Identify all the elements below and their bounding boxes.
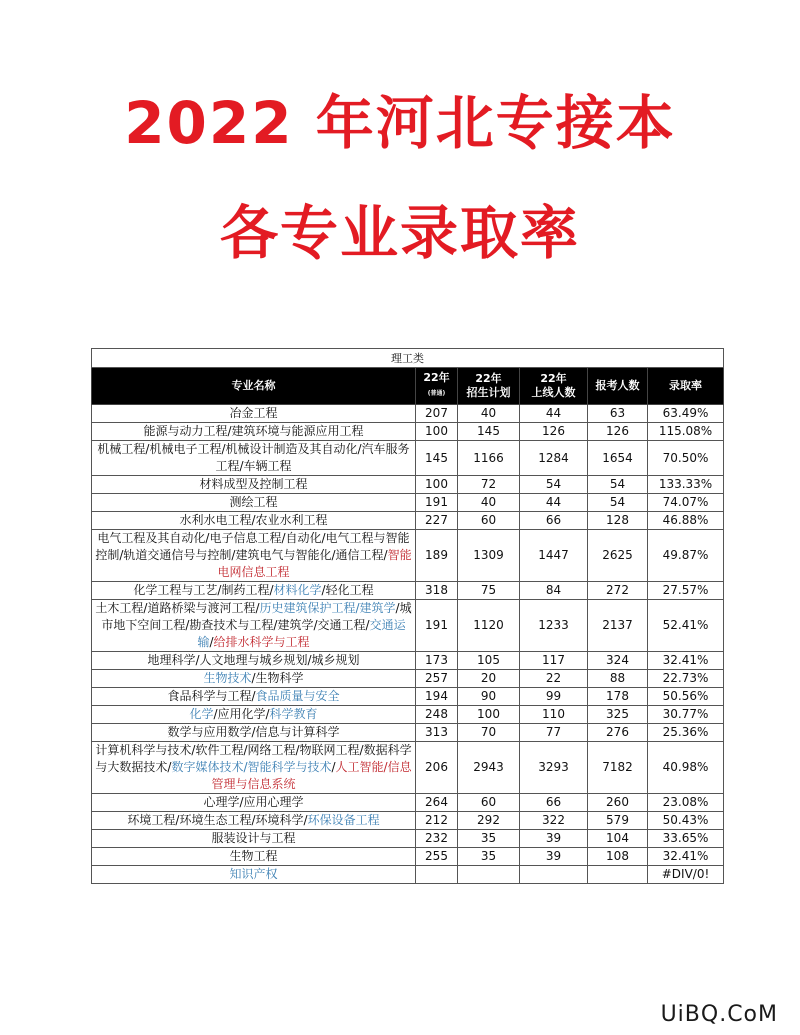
plan22-a-cell: 212 <box>416 812 458 830</box>
applicants-cell: 63 <box>588 405 648 423</box>
table-row <box>92 688 724 706</box>
table-row <box>92 706 724 724</box>
plan22-b-cell: 2943 <box>458 742 520 794</box>
plan22-b-cell: 20 <box>458 670 520 688</box>
plan22-b-cell: 40 <box>458 405 520 423</box>
table-row <box>92 724 724 742</box>
applicants-cell: 579 <box>588 812 648 830</box>
major-name-segment: 测绘工程 <box>229 495 278 509</box>
plan22-a-cell: 191 <box>416 494 458 512</box>
online-count-cell: 322 <box>520 812 588 830</box>
major-name-segment: 生物工程 <box>229 849 278 863</box>
table-row <box>92 582 724 600</box>
major-name-segment: 材料化学 <box>273 583 322 597</box>
major-name-cell <box>92 670 416 688</box>
table-row <box>92 512 724 530</box>
online-count-cell <box>520 866 588 884</box>
plan22-a-cell: 255 <box>416 848 458 866</box>
plan22-b-cell <box>458 866 520 884</box>
major-name-cell <box>92 724 416 742</box>
applicants-cell: 108 <box>588 848 648 866</box>
plan22-a-cell: 257 <box>416 670 458 688</box>
plan22-b-cell: 75 <box>458 582 520 600</box>
admission-rate-cell: 115.08% <box>648 423 724 441</box>
plan22-a-cell: 100 <box>416 423 458 441</box>
admission-rate-cell: 27.57% <box>648 582 724 600</box>
plan22-a-cell: 264 <box>416 794 458 812</box>
major-name-cell <box>92 688 416 706</box>
plan22-a-cell: 100 <box>416 476 458 494</box>
plan22-b-cell: 1166 <box>458 441 520 476</box>
admission-rate-cell: 32.41% <box>648 652 724 670</box>
applicants-cell: 276 <box>588 724 648 742</box>
applicants-cell: 7182 <box>588 742 648 794</box>
major-name-cell <box>92 830 416 848</box>
table-row <box>92 848 724 866</box>
admission-rate-cell: 63.49% <box>648 405 724 423</box>
major-name-segment: 化学 <box>189 707 214 721</box>
major-name-segment: 给排水科学与工程 <box>213 635 310 649</box>
major-name-segment: 电气工程及其自动化/电子信息工程/自动化/电气工程与智能控制/轨道交通信号与控制/建筑电气与智能化/通信工程/ <box>95 531 410 562</box>
col-header-plan22-b: 22年 招生计划 <box>458 368 520 405</box>
plan22-b-cell: 40 <box>458 494 520 512</box>
plan22-b-cell: 100 <box>458 706 520 724</box>
plan22-a-cell: 248 <box>416 706 458 724</box>
online-count-cell: 3293 <box>520 742 588 794</box>
table-row <box>92 742 724 794</box>
plan22-a-cell: 318 <box>416 582 458 600</box>
plan22-a-cell: 145 <box>416 441 458 476</box>
major-name-cell <box>92 530 416 582</box>
major-name-cell <box>92 652 416 670</box>
plan22-b-cell: 72 <box>458 476 520 494</box>
applicants-cell <box>588 866 648 884</box>
plan22-a-cell: 189 <box>416 530 458 582</box>
applicants-cell: 325 <box>588 706 648 724</box>
plan22-a-cell: 194 <box>416 688 458 706</box>
major-name-cell <box>92 848 416 866</box>
major-name-segment: 知识产权 <box>229 867 278 881</box>
major-name-segment: 地理科学/人文地理与城乡规划/城乡规划 <box>147 653 360 667</box>
major-name-segment: 科学教育 <box>269 707 318 721</box>
plan22-b-cell: 60 <box>458 794 520 812</box>
online-count-cell: 1284 <box>520 441 588 476</box>
major-name-cell <box>92 423 416 441</box>
plan22-b-cell: 1309 <box>458 530 520 582</box>
plan22-a-cell: 227 <box>416 512 458 530</box>
col-header-online: 22年 上线人数 <box>520 368 588 405</box>
watermark: UiBQ.CoM <box>660 1002 778 1027</box>
major-name-segment: 智能电网信息工程 <box>217 548 412 579</box>
major-name-cell <box>92 476 416 494</box>
table-row <box>92 494 724 512</box>
major-name-segment: 材料成型及控制工程 <box>199 477 308 491</box>
col-header-plan22-a: 22年 (普通) <box>416 368 458 405</box>
online-count-cell: 126 <box>520 423 588 441</box>
table-row <box>92 794 724 812</box>
admission-rate-cell: 46.88% <box>648 512 724 530</box>
plan22-b-cell: 70 <box>458 724 520 742</box>
plan22-a-cell: 191 <box>416 600 458 652</box>
applicants-cell: 128 <box>588 512 648 530</box>
major-name-segment: / <box>331 760 336 774</box>
major-name-segment: 环保设备工程 <box>307 813 380 827</box>
major-name-segment: /轻化工程 <box>321 583 374 597</box>
admission-rate-cell: 74.07% <box>648 494 724 512</box>
col-header-name: 专业名称 <box>92 368 416 405</box>
plan22-b-cell: 145 <box>458 423 520 441</box>
applicants-cell: 2625 <box>588 530 648 582</box>
major-name-segment: /应用化学/ <box>213 707 270 721</box>
admission-rate-cell: 49.87% <box>648 530 724 582</box>
major-name-cell <box>92 441 416 476</box>
major-name-segment: 冶金工程 <box>229 406 278 420</box>
admission-rate-cell: 22.73% <box>648 670 724 688</box>
online-count-cell: 1447 <box>520 530 588 582</box>
major-name-segment: / <box>209 635 214 649</box>
major-name-segment: /城市地下空间工程/勘查技术与工程/建筑学/交通工程/ <box>101 601 412 632</box>
major-name-segment: 计算机科学与技术/软件工程/网络工程/物联网工程/数据科学与大数据技术/ <box>95 743 412 774</box>
major-name-cell <box>92 812 416 830</box>
plan22-b-cell: 90 <box>458 688 520 706</box>
online-count-cell: 99 <box>520 688 588 706</box>
applicants-cell: 324 <box>588 652 648 670</box>
applicants-cell: 54 <box>588 476 648 494</box>
applicants-cell: 2137 <box>588 600 648 652</box>
applicants-cell: 260 <box>588 794 648 812</box>
major-name-segment: 心理学/应用心理学 <box>203 795 304 809</box>
major-name-segment: 食品质量与安全 <box>255 689 340 703</box>
plan22-b-cell: 60 <box>458 512 520 530</box>
major-name-segment: 数字媒体技术/智能科学与技术 <box>171 760 332 774</box>
online-count-cell: 44 <box>520 405 588 423</box>
major-name-segment: 水利水电工程/农业水利工程 <box>179 513 328 527</box>
online-count-cell: 39 <box>520 848 588 866</box>
admission-rate-cell: 133.33% <box>648 476 724 494</box>
table-row <box>92 530 724 582</box>
major-name-cell <box>92 706 416 724</box>
major-name-segment: 交通运输 <box>197 618 406 649</box>
major-name-cell <box>92 512 416 530</box>
major-name-cell <box>92 582 416 600</box>
online-count-cell: 117 <box>520 652 588 670</box>
major-name-cell <box>92 742 416 794</box>
major-name-segment: 历史建筑保护工程/建筑学 <box>259 601 396 615</box>
major-name-cell <box>92 866 416 884</box>
title-line-1: 2022 年河北专接本 <box>124 89 676 157</box>
online-count-cell: 110 <box>520 706 588 724</box>
admission-rate-cell: 30.77% <box>648 706 724 724</box>
applicants-cell: 1654 <box>588 441 648 476</box>
major-name-segment: 环境工程/环境生态工程/环境科学/ <box>127 813 308 827</box>
plan22-a-cell: 313 <box>416 724 458 742</box>
online-count-cell: 84 <box>520 582 588 600</box>
online-count-cell: 39 <box>520 830 588 848</box>
admission-rate-table <box>91 348 724 884</box>
plan22-b-cell: 35 <box>458 848 520 866</box>
admission-rate-cell: 32.41% <box>648 848 724 866</box>
online-count-cell: 1233 <box>520 600 588 652</box>
applicants-cell: 104 <box>588 830 648 848</box>
major-name-cell <box>92 600 416 652</box>
applicants-cell: 272 <box>588 582 648 600</box>
major-name-segment: 生物技术 <box>203 671 252 685</box>
table-row <box>92 423 724 441</box>
major-name-segment: 化学工程与工艺/制药工程/ <box>133 583 274 597</box>
major-name-segment: 土木工程/道路桥梁与渡河工程/ <box>95 601 260 615</box>
major-name-cell <box>92 494 416 512</box>
online-count-cell: 66 <box>520 794 588 812</box>
col-header-applicants: 报考人数 <box>588 368 648 405</box>
major-name-segment: 数学与应用数学/信息与计算科学 <box>167 725 340 739</box>
applicants-cell: 54 <box>588 494 648 512</box>
plan22-a-cell <box>416 866 458 884</box>
plan22-b-cell: 35 <box>458 830 520 848</box>
title-line-2: 各专业录取率 <box>219 199 580 267</box>
table-row <box>92 652 724 670</box>
major-name-segment: 人工智能/信息管理与信息系统 <box>211 760 412 791</box>
major-name-segment: 食品科学与工程/ <box>167 689 256 703</box>
table-row <box>92 866 724 884</box>
category-header: 理工类 <box>92 349 724 368</box>
plan22-a-cell: 173 <box>416 652 458 670</box>
table-row <box>92 405 724 423</box>
online-count-cell: 66 <box>520 512 588 530</box>
major-name-segment: 能源与动力工程/建筑环境与能源应用工程 <box>143 424 364 438</box>
admission-rate-cell: 50.43% <box>648 812 724 830</box>
plan22-b-cell: 105 <box>458 652 520 670</box>
admission-rate-cell: 40.98% <box>648 742 724 794</box>
major-name-segment: 服装设计与工程 <box>211 831 296 845</box>
admission-rate-cell: 25.36% <box>648 724 724 742</box>
table-row <box>92 670 724 688</box>
table-row <box>92 812 724 830</box>
major-name-cell <box>92 405 416 423</box>
online-count-cell: 77 <box>520 724 588 742</box>
major-name-cell <box>92 794 416 812</box>
plan22-a-cell: 206 <box>416 742 458 794</box>
table-body <box>92 405 724 884</box>
online-count-cell: 44 <box>520 494 588 512</box>
table-row <box>92 441 724 476</box>
admission-rate-cell: 52.41% <box>648 600 724 652</box>
admission-rate-cell: 23.08% <box>648 794 724 812</box>
table-row <box>92 600 724 652</box>
admission-rate-cell: #DIV/0! <box>648 866 724 884</box>
plan22-b-cell: 1120 <box>458 600 520 652</box>
major-name-segment: /生物科学 <box>251 671 304 685</box>
admission-rate-cell: 33.65% <box>648 830 724 848</box>
online-count-cell: 22 <box>520 670 588 688</box>
online-count-cell: 54 <box>520 476 588 494</box>
table-row <box>92 830 724 848</box>
col-header-rate: 录取率 <box>648 368 724 405</box>
applicants-cell: 88 <box>588 670 648 688</box>
plan22-b-cell: 292 <box>458 812 520 830</box>
applicants-cell: 126 <box>588 423 648 441</box>
applicants-cell: 178 <box>588 688 648 706</box>
major-name-segment: 机械工程/机械电子工程/机械设计制造及其自动化/汽车服务工程/车辆工程 <box>97 442 410 473</box>
plan22-a-cell: 207 <box>416 405 458 423</box>
table-row <box>92 476 724 494</box>
admission-rate-cell: 50.56% <box>648 688 724 706</box>
plan22-a-cell: 232 <box>416 830 458 848</box>
admission-rate-cell: 70.50% <box>648 441 724 476</box>
